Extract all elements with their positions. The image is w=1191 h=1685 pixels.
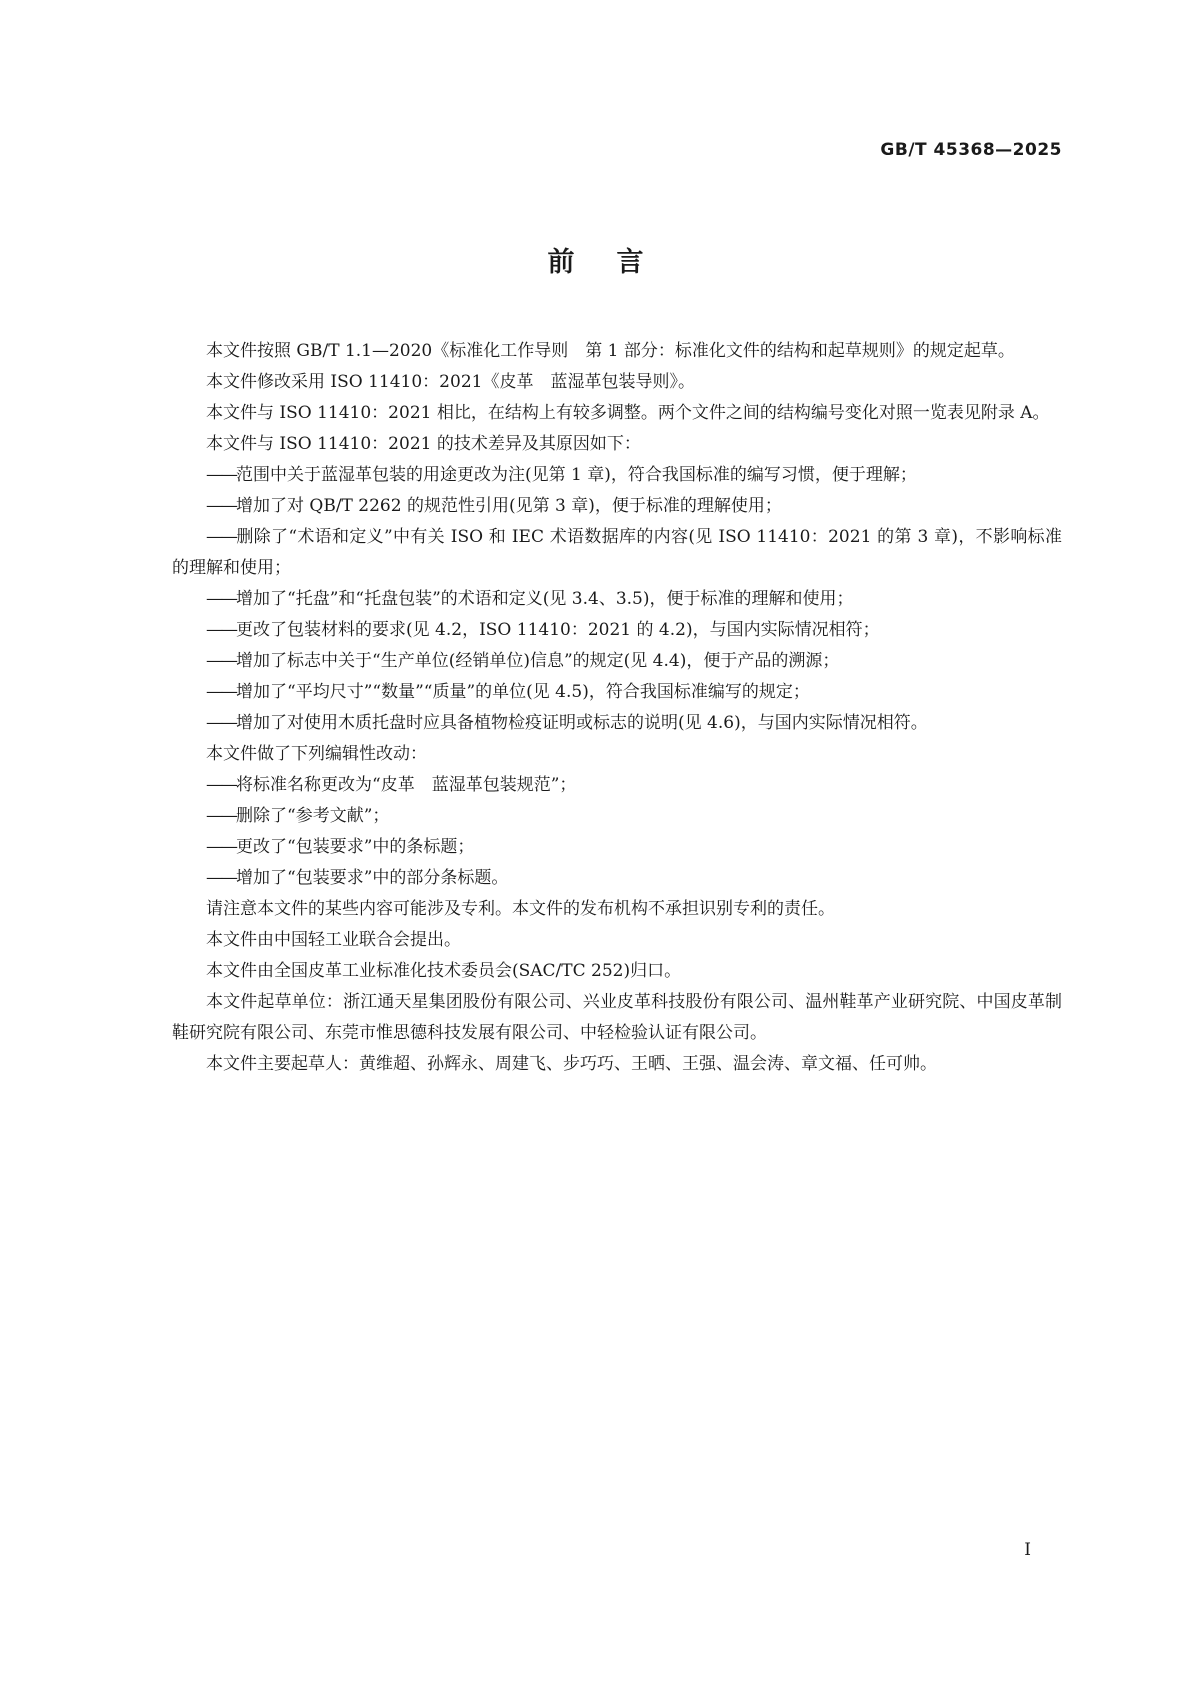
list-item: ——更改了包装材料的要求(见 4.2，ISO 11410：2021 的 4.2)，与国内实际情况相符； — [206, 620, 880, 640]
list-item: ——删除了“术语和定义”中有关 ISO 和 IEC 术语数据库的内容(见 ISO 11410：2021 的第 3 章)，不影响标准的理解和使用； — [172, 527, 1062, 578]
foreword-body — [172, 336, 1062, 1080]
list-item: ——增加了“托盘”和“托盘包装”的术语和定义(见 3.4、3.5)，便于标准的理解和使用； — [206, 589, 854, 609]
paragraph-structure: 本文件与 ISO 11410：2021 相比，在结构上有较多调整。两个文件之间的结构编号变化对照一览表见附录 A。 — [206, 403, 1050, 423]
list-item: ——增加了“包装要求”中的部分条标题。 — [206, 868, 509, 888]
page-title: 前言 — [547, 247, 686, 278]
standard-code: GB/T 45368—2025 — [880, 140, 1062, 160]
dash-marker: —— — [206, 713, 236, 733]
paragraph-committee: 本文件由全国皮革工业标准化技术委员会(SAC/TC 252)归口。 — [206, 961, 682, 981]
paragraph-patent-notice: 请注意本文件的某些内容可能涉及专利。本文件的发布机构不承担识别专利的责任。 — [206, 899, 835, 919]
list-item: ——增加了对使用木质托盘时应具备植物检疫证明或标志的说明(见 4.6)，与国内实际情况相符。 — [206, 713, 928, 733]
dash-marker: —— — [206, 465, 236, 485]
dash-marker: —— — [206, 496, 236, 516]
paragraph-drafting-rules: 本文件按照 GB/T 1.1—2020《标准化工作导则 第 1 部分：标准化文件的结构和起草规则》的规定起草。 — [206, 341, 1015, 361]
dash-marker: —— — [206, 589, 236, 609]
paragraph-drafting-units: 本文件起草单位：浙江通天星集团股份有限公司、兴业皮革科技股份有限公司、温州鞋革产业研究院、中国皮革制鞋研究院有限公司、东莞市惟思德科技发展有限公司、中轻检验认证有限公司。 — [172, 992, 1062, 1043]
paragraph-editorial-intro: 本文件做了下列编辑性改动： — [206, 744, 427, 764]
list-item: ——删除了“参考文献”； — [206, 806, 390, 826]
dash-marker: —— — [206, 806, 236, 826]
dash-marker: —— — [206, 682, 236, 702]
page-number: I — [1024, 1540, 1031, 1560]
dash-marker: —— — [206, 837, 236, 857]
dash-marker: —— — [206, 868, 236, 888]
dash-marker: —— — [206, 620, 236, 640]
list-item: ——增加了对 QB/T 2262 的规范性引用(见第 3 章)，便于标准的理解使用； — [206, 496, 782, 516]
paragraph-technical-intro: 本文件与 ISO 11410：2021 的技术差异及其原因如下： — [206, 434, 641, 454]
editorial-changes-list — [172, 770, 1062, 894]
paragraph-drafters: 本文件主要起草人：黄维超、孙辉永、周建飞、步巧巧、王晒、王强、温会涛、章文福、任可帅。 — [206, 1054, 937, 1074]
paragraph-proposer: 本文件由中国轻工业联合会提出。 — [206, 930, 461, 950]
dash-marker: —— — [206, 651, 236, 671]
list-item: ——增加了“平均尺寸”“数量”“质量”的单位(见 4.5)，符合我国标准编写的规定； — [206, 682, 810, 702]
list-item: ——更改了“包装要求”中的条标题； — [206, 837, 475, 857]
dash-marker: —— — [206, 527, 236, 547]
list-item: ——增加了标志中关于“生产单位(经销单位)信息”的规定(见 4.4)，便于产品的溯源； — [206, 651, 840, 671]
dash-marker: —— — [206, 775, 236, 795]
paragraph-adoption: 本文件修改采用 ISO 11410：2021《皮革 蓝湿革包装导则》。 — [206, 372, 695, 392]
technical-differences-list — [172, 460, 1062, 739]
list-item: ——将标准名称更改为“皮革 蓝湿革包装规范”； — [206, 775, 577, 795]
list-item: ——范围中关于蓝湿革包装的用途更改为注(见第 1 章)，符合我国标准的编写习惯，便于理解； — [206, 465, 917, 485]
